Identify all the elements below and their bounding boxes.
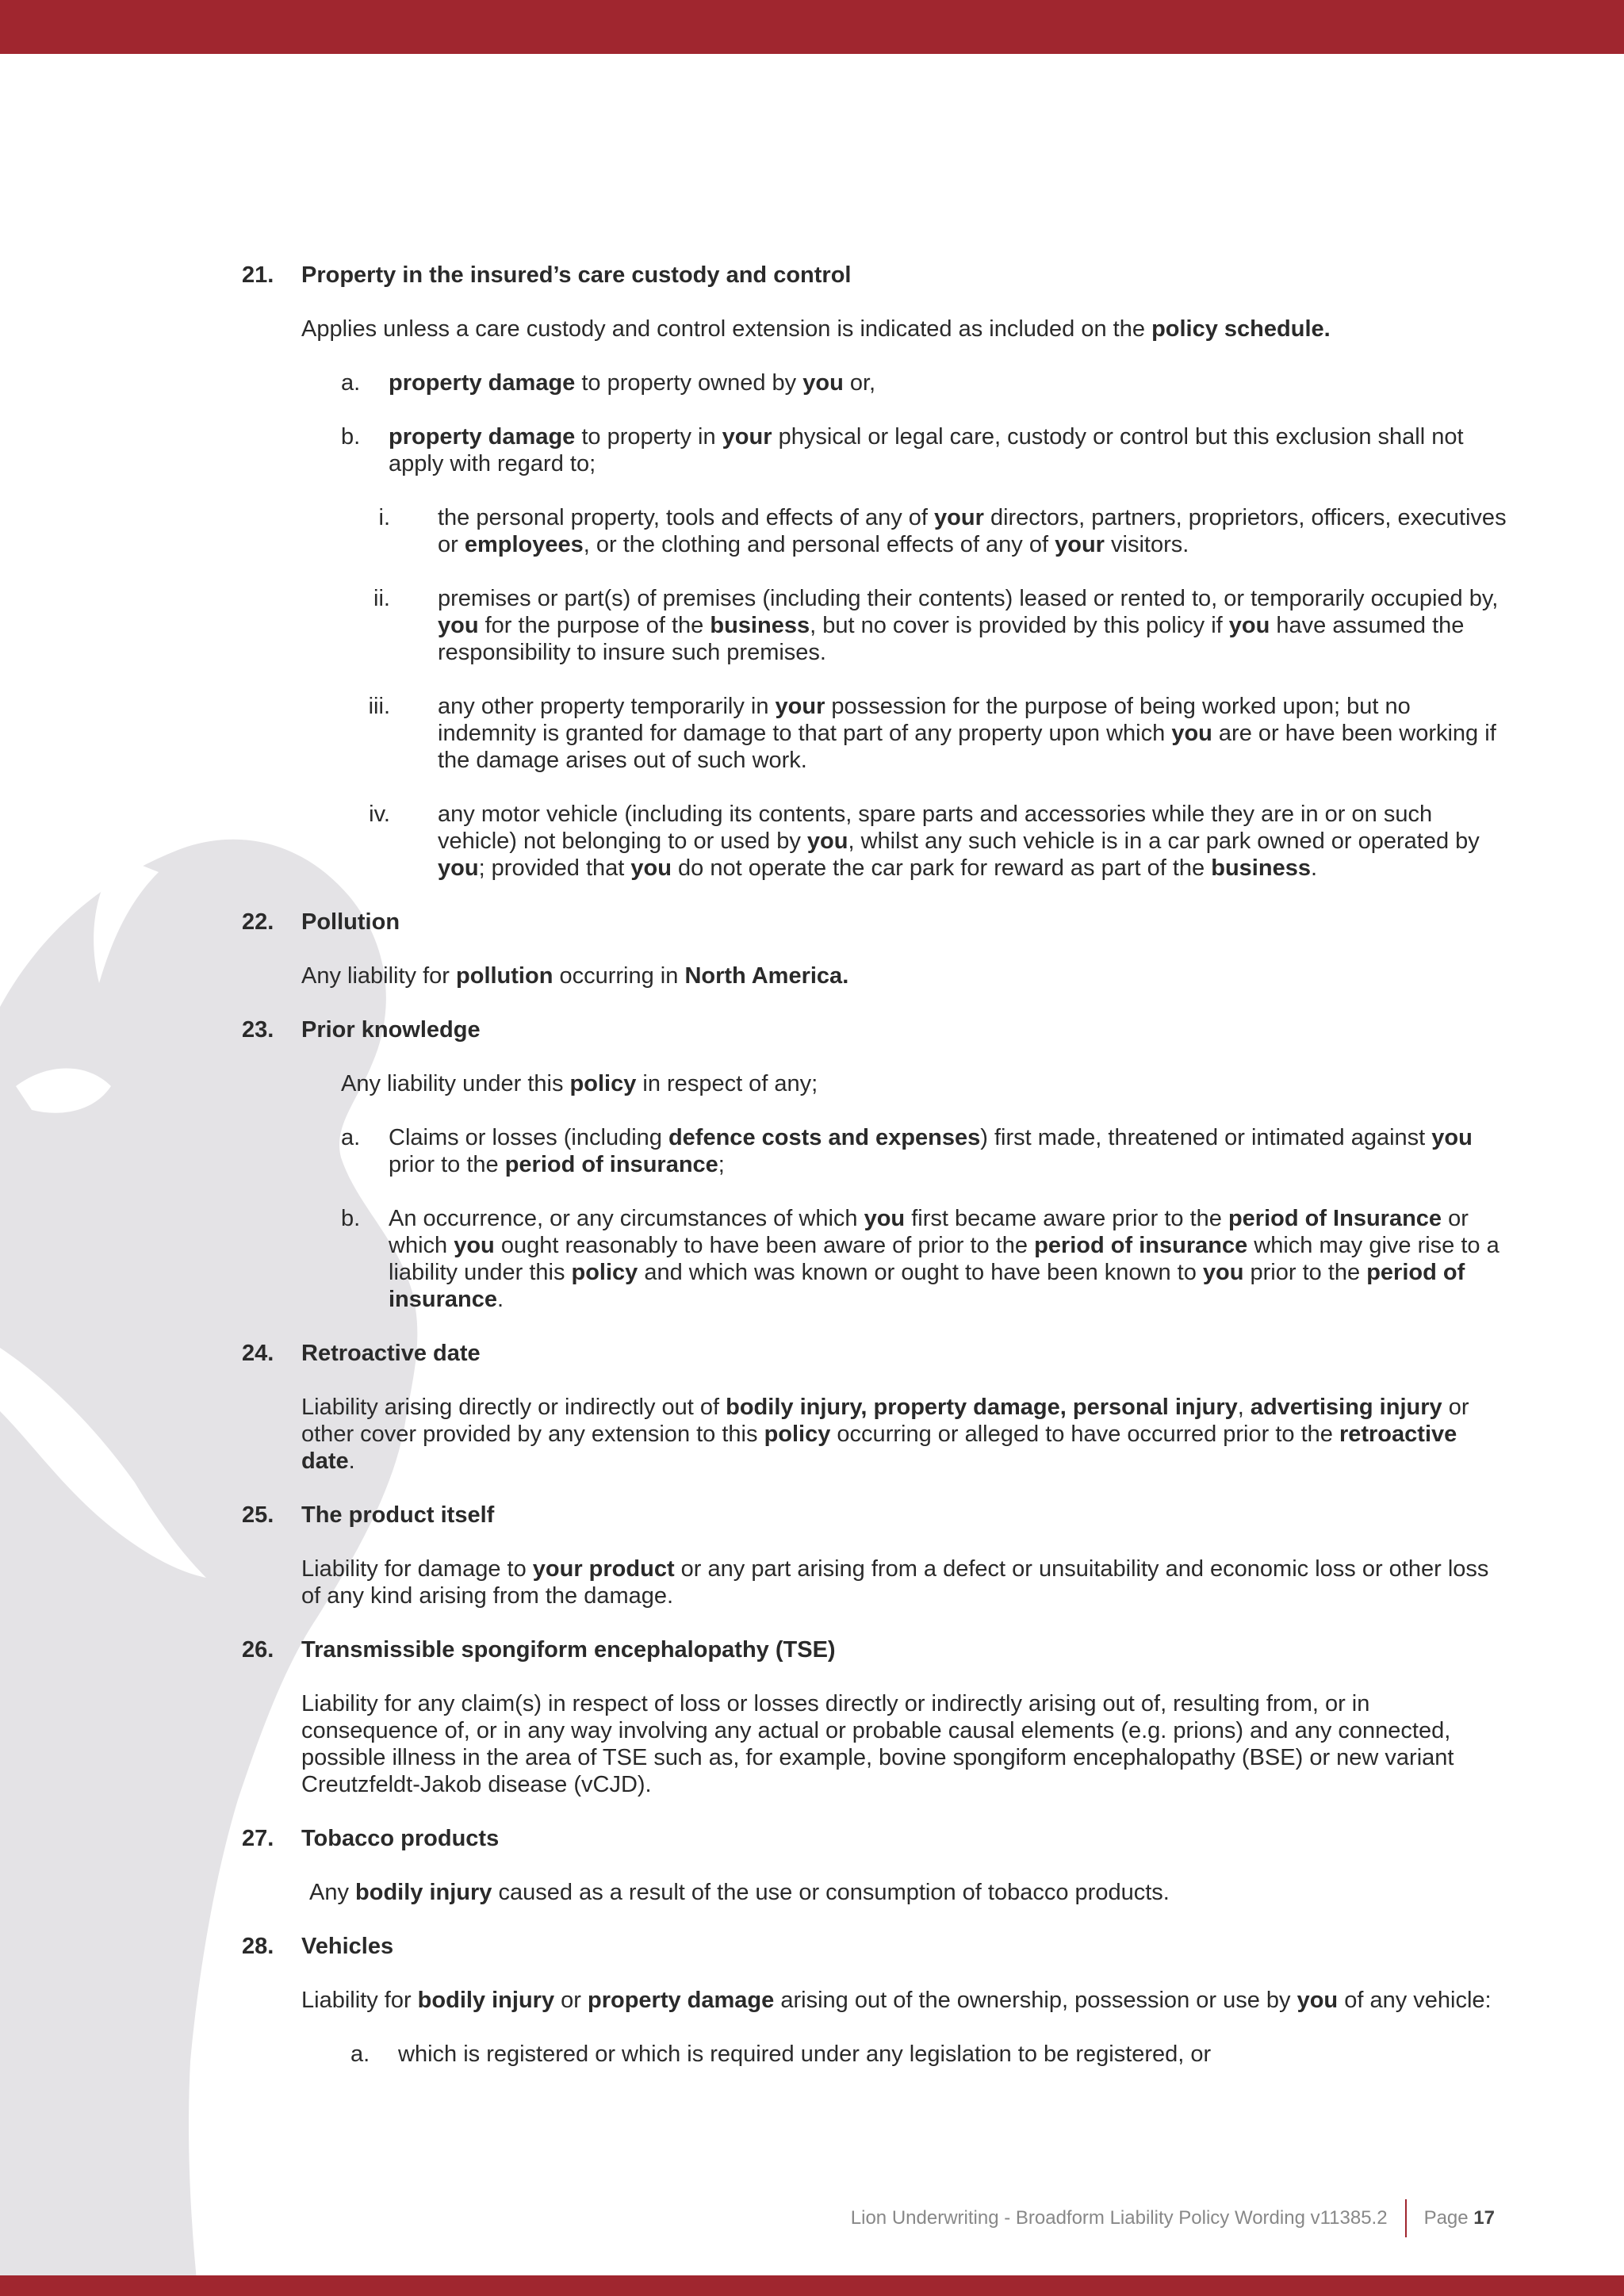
footer-divider [1405, 2199, 1407, 2237]
clause-number: 25. [242, 1502, 274, 1528]
page-number: Page 17 [1423, 2207, 1495, 2229]
clause-intro: Applies unless a care custody and control extension is indicated as included on the policy schedule. [301, 316, 1331, 342]
clause-26 [242, 1636, 1511, 1798]
clause-27 [242, 1825, 1511, 1906]
clause-number: 27. [242, 1826, 274, 1851]
document-title: Lion Underwriting - Broadform Liability Policy Wording v11385.2 [850, 2207, 1388, 2229]
sub-list-item: iv. any motor vehicle (including its contents, spare parts and accessories while they are in or on such vehicle) not belonging to or used by you, whilst any such vehicle is in a car park owned or operated by you; provided that you do not operate the car park for reward as part of the business. [369, 802, 1480, 881]
sub-list-item: ii. premises or part(s) of premises (including their contents) leased or rented to, or temporarily occupied by, you for the purpose of the business, but no cover is provided by this policy if you have assumed the responsibility to insure such premises. [373, 586, 1499, 665]
clause-number: 22. [242, 909, 274, 935]
clause-24 [242, 1340, 1511, 1475]
clause-22 [242, 909, 1511, 989]
list-item: b. property damage to property in your physical or legal care, custody or control but this exclusion shall not apply with regard to; [341, 424, 1464, 476]
clause-number: 28. [242, 1934, 274, 1959]
clause-intro: Liability for bodily injury or property damage arising out of the ownership, possession or use by you of any vehicle: [301, 1988, 1492, 2013]
clause-number: 21. [242, 262, 274, 288]
clause-25 [242, 1502, 1511, 1609]
clause-intro: Any liability for pollution occurring in North America. [301, 963, 849, 989]
clause-intro: Liability arising directly or indirectly out of bodily injury, property damage, personal injury, advertising injury or other cover provided by any extension to this policy occurring or alleged to have occurred prior to the retroactive date. [301, 1395, 1469, 1474]
clause-number: 23. [242, 1017, 274, 1043]
sub-list-item: i. the personal property, tools and effects of any of your directors, partners, proprietors, officers, executives or employees, or the clothing and personal effects of any of your visitors. [378, 505, 1507, 557]
clause-number: 26. [242, 1637, 274, 1663]
clause-intro: Liability for any claim(s) in respect of loss or losses directly or indirectly arising out of, resulting from, or in consequence of, or in any way involving any actual or probable causal elements (e.g. prions) and any connected, possible illness in the area of TSE such as, for example, bovine spongiform encephalopathy (BSE) or new variant Creutzfeldt-Jakob disease (vCJD). [301, 1691, 1454, 1797]
clause-title: The product itself [301, 1502, 495, 1528]
clause-number: 24. [242, 1341, 274, 1366]
header-band [0, 0, 1624, 54]
sub-list-item: iii. any other property temporarily in your possession for the purpose of being worked upon; but no indemnity is granted for damage to that part of any property upon which you are or have been working if the damage arises out of such work. [368, 694, 1496, 773]
list-item: a. Claims or losses (including defence costs and expenses) first made, threatened or intimated against you prior to the period of insurance; [341, 1125, 1473, 1177]
clause-intro: Any liability under this policy in respect of any; [341, 1071, 818, 1096]
page-footer [793, 2199, 1495, 2237]
clause-28 [242, 1933, 1511, 2068]
clause-title: Pollution [301, 909, 400, 935]
clause-intro: Liability for damage to your product or any part arising from a defect or unsuitability and economic loss or other loss of any kind arising from the damage. [301, 1556, 1489, 1609]
clause-intro: Any bodily injury caused as a result of the use or consumption of tobacco products. [309, 1880, 1170, 1905]
clause-title: Retroactive date [301, 1341, 481, 1366]
list-item: a. property damage to property owned by you or, [341, 370, 876, 396]
list-item: b. An occurrence, or any circumstances of which you first became aware prior to the period of Insurance or which you ought reasonably to have been aware of prior to the period of insurance which may give rise to a liability under this policy and which was known or ought to have been known to you prior to the period of insurance. [341, 1206, 1500, 1312]
clause-title: Prior knowledge [301, 1017, 481, 1043]
clause-title: Transmissible spongiform encephalopathy (TSE) [301, 1637, 836, 1663]
clause-title: Tobacco products [301, 1826, 500, 1851]
clause-23 [242, 1016, 1511, 1313]
document-body [242, 262, 1511, 2095]
clause-title: Property in the insured’s care custody and control [301, 262, 852, 288]
footer-band [0, 2275, 1624, 2296]
clause-title: Vehicles [301, 1934, 394, 1959]
clause-21 [242, 262, 1511, 882]
list-item: a. which is registered or which is required under any legislation to be registered, or [350, 2042, 1212, 2067]
